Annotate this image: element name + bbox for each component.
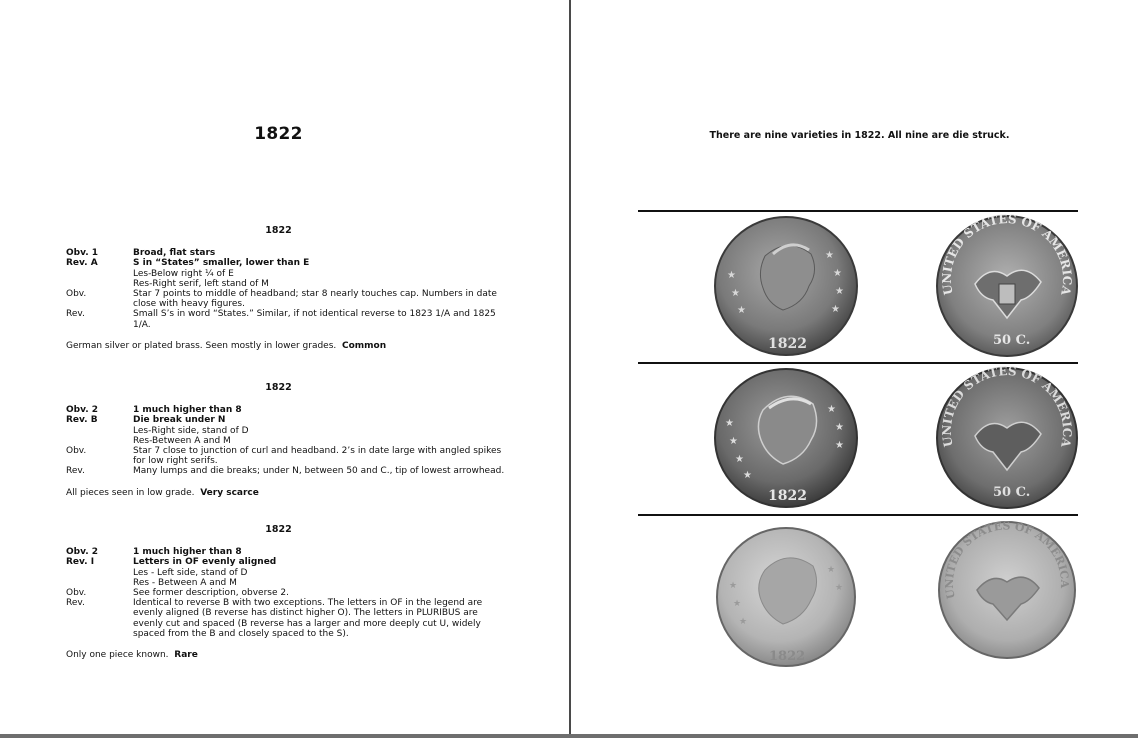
svg-text:★: ★	[727, 270, 736, 281]
obverse-line	[66, 248, 506, 258]
svg-text:★: ★	[735, 454, 744, 465]
obverse-description-line	[66, 289, 506, 309]
coin-legend-text: UNITED STATES OF AMERICA	[942, 520, 1072, 601]
res-text: Res-Right serif, left stand of M	[133, 278, 269, 289]
coin-date-text: 1822	[769, 649, 806, 664]
obverse-description: Star 7 close to junction of curl and headband. 2’s in date large with angled spikes for low right serifs.	[133, 446, 502, 467]
entry-year: 1822	[265, 524, 292, 535]
reverse-description-line	[66, 466, 506, 476]
svg-text:★: ★	[729, 581, 738, 591]
svg-text:★: ★	[835, 583, 844, 593]
obverse-desc-label: Obv.	[66, 289, 87, 300]
res-text: Res-Between A and M	[133, 435, 231, 446]
right-page	[571, 0, 1138, 734]
variety-note	[66, 488, 506, 498]
reverse-line	[66, 557, 506, 567]
obverse-description: See former description, obverse 2.	[133, 588, 289, 599]
res-line	[66, 578, 506, 588]
entry-year: 1822	[265, 382, 292, 393]
variety-note	[66, 650, 506, 660]
obverse-title: Broad, flat stars	[133, 248, 216, 259]
coin-reverse-photo	[937, 520, 1077, 660]
divider-line	[638, 362, 1078, 364]
obverse-label: Obv. 2	[66, 547, 99, 558]
res-line	[66, 436, 506, 446]
variety-entry	[66, 226, 506, 351]
svg-text:★: ★	[833, 268, 842, 279]
les-line	[66, 269, 506, 279]
svg-text:★: ★	[835, 422, 844, 433]
coin-obverse-photo	[713, 368, 859, 510]
coin-reverse-photo	[935, 214, 1079, 358]
svg-text:★: ★	[743, 470, 752, 481]
obverse-description: Star 7 points to middle of headband; star 8 nearly touches cap. Numbers in date close with heavy figures.	[133, 289, 497, 310]
coin-denomination-text: 50 C.	[993, 333, 1031, 348]
svg-text:★: ★	[825, 250, 834, 261]
obverse-description-line	[66, 446, 506, 466]
obverse-description-line	[66, 588, 506, 598]
svg-text:★: ★	[733, 599, 742, 609]
reverse-description: Identical to reverse B with two exceptions. The letters in OF in the legend are evenly aligned (B reverse has distinct higher O). The letters in PLURIBUS are evenly cut and spaced (B reverse has a larger and more deeply cut U, widely spaced from the B and closely spaced to the S).	[133, 598, 483, 639]
entry-year: 1822	[265, 225, 292, 236]
les-line	[66, 426, 506, 436]
res-text: Res - Between A and M	[133, 577, 237, 588]
les-text: Les-Right side, stand of D	[133, 425, 249, 436]
reverse-desc-label: Rev.	[66, 309, 85, 320]
variety-entry	[66, 525, 506, 660]
obverse-label: Obv. 1	[66, 248, 99, 259]
rarity-label: Common	[342, 340, 387, 351]
obverse-line	[66, 547, 506, 557]
coin-obverse-photo	[713, 216, 859, 358]
divider-line	[638, 210, 1078, 212]
reverse-title: Die break under N	[133, 415, 226, 426]
svg-text:★: ★	[731, 288, 740, 299]
reverse-line	[66, 415, 506, 425]
reverse-label: Rev. I	[66, 557, 95, 568]
coin-denomination-text: 50 C.	[993, 485, 1031, 500]
svg-text:★: ★	[729, 436, 738, 447]
page-title: 1822	[254, 124, 303, 144]
reverse-title: Letters in OF evenly aligned	[133, 557, 277, 568]
svg-text:★: ★	[739, 617, 748, 627]
varieties-heading: There are nine varieties in 1822. All nine are die struck.	[709, 130, 1010, 141]
les-text: Les - Left side, stand of D	[133, 567, 248, 578]
svg-text:★: ★	[835, 286, 844, 297]
coin-obverse-photo	[715, 526, 857, 668]
rarity-label: Rare	[174, 650, 198, 661]
left-page	[0, 0, 569, 734]
obverse-label: Obv. 2	[66, 405, 99, 416]
reverse-desc-label: Rev.	[66, 466, 85, 477]
reverse-description: Many lumps and die breaks; under N, between 50 and C., tip of lowest arrowhead.	[133, 466, 505, 477]
reverse-desc-label: Rev.	[66, 598, 85, 609]
coin-date-text: 1822	[768, 336, 807, 352]
note-text: Only one piece known.	[66, 650, 169, 661]
svg-text:★: ★	[827, 565, 836, 575]
les-text: Les-Below right ¼ of E	[133, 268, 234, 279]
reverse-description-line	[66, 598, 506, 639]
divider-line	[638, 514, 1078, 516]
rarity-label: Very scarce	[200, 487, 259, 498]
svg-text:★: ★	[827, 404, 836, 415]
obverse-desc-label: Obv.	[66, 588, 87, 599]
coin-date-text: 1822	[768, 488, 807, 504]
reverse-description: Small S’s in word “States.” Similar, if not identical reverse to 1823 1/A and 1825 1/A.	[133, 309, 496, 330]
svg-text:★: ★	[831, 304, 840, 315]
les-line	[66, 568, 506, 578]
obverse-title: 1 much higher than 8	[133, 547, 242, 558]
coin-legend-text: UNITED STATES OF AMERICA	[939, 214, 1075, 297]
note-text: German silver or plated brass. Seen mostly in lower grades.	[66, 340, 337, 351]
reverse-title: S in “States” smaller, lower than E	[133, 258, 310, 269]
reverse-label: Rev. A	[66, 258, 98, 269]
coin-reverse-photo	[935, 366, 1079, 510]
note-text: All pieces seen in low grade.	[66, 487, 195, 498]
variety-note	[66, 341, 506, 351]
reverse-label: Rev. B	[66, 415, 98, 426]
svg-text:★: ★	[737, 305, 746, 316]
variety-entry	[66, 383, 506, 498]
res-line	[66, 279, 506, 289]
reverse-description-line	[66, 309, 506, 329]
obverse-desc-label: Obv.	[66, 446, 87, 457]
svg-text:★: ★	[725, 418, 734, 429]
reverse-line	[66, 258, 506, 268]
coin-legend-text: UNITED STATES OF AMERICA	[939, 366, 1075, 449]
obverse-line	[66, 405, 506, 415]
window-bottom-bar	[0, 734, 1138, 738]
obverse-title: 1 much higher than 8	[133, 405, 242, 416]
svg-text:★: ★	[835, 440, 844, 451]
